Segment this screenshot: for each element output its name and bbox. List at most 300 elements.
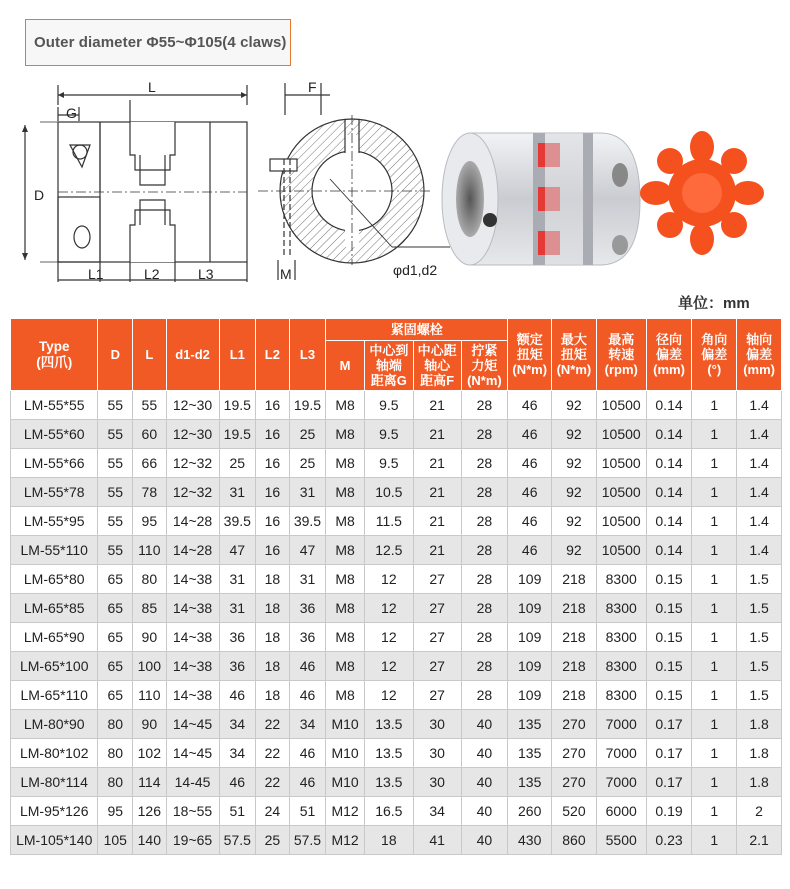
spec-cell: 1.4 — [737, 420, 782, 449]
header-radial-line1: 径向 — [656, 332, 683, 347]
spec-cell: 1 — [692, 536, 737, 565]
page-title: Outer diameter Φ55~Φ105(4 claws) — [34, 34, 287, 51]
spec-cell: 0.15 — [646, 652, 692, 681]
spec-cell: 16 — [256, 478, 290, 507]
header-axial-line1: 轴向 — [746, 332, 773, 347]
spec-cell: 31 — [219, 478, 256, 507]
spec-cell: 1 — [692, 507, 737, 536]
spec-cell: M8 — [326, 623, 365, 652]
spec-table-body — [11, 391, 782, 855]
spec-cell: 218 — [552, 623, 597, 652]
spec-cell: 55 — [98, 420, 133, 449]
spec-cell: 0.14 — [646, 420, 692, 449]
spec-cell: 270 — [552, 710, 597, 739]
model-cell: LM-55*60 — [11, 420, 98, 449]
spec-cell: 109 — [508, 565, 552, 594]
spec-cell: 10500 — [596, 478, 646, 507]
dim-label-L3: L3 — [198, 266, 214, 282]
spec-cell: 12~30 — [166, 391, 219, 420]
spec-cell: 47 — [289, 536, 326, 565]
spec-cell: 51 — [219, 797, 256, 826]
spec-cell: M8 — [326, 420, 365, 449]
spec-cell: 0.14 — [646, 536, 692, 565]
header-type-line1: Type — [38, 338, 70, 354]
table-row — [11, 739, 782, 768]
spec-cell: 0.17 — [646, 710, 692, 739]
spec-cell: 14~28 — [166, 507, 219, 536]
spec-cell: 55 — [98, 449, 133, 478]
spec-cell: 105 — [98, 826, 133, 855]
spec-cell: 12 — [364, 652, 413, 681]
dim-label-L1: L1 — [88, 266, 104, 282]
spec-cell: 55 — [98, 478, 133, 507]
spec-cell: 90 — [133, 710, 167, 739]
spec-cell: 55 — [98, 391, 133, 420]
spec-cell: 46 — [289, 739, 326, 768]
spec-cell: 14~45 — [166, 739, 219, 768]
spec-cell: 7000 — [596, 739, 646, 768]
spec-cell: 260 — [508, 797, 552, 826]
header-speed-line3: (rpm) — [604, 362, 638, 377]
spec-cell: 19~65 — [166, 826, 219, 855]
spec-cell: 0.14 — [646, 391, 692, 420]
header-rated-line1: 额定 — [516, 332, 543, 347]
spec-cell: M10 — [326, 739, 365, 768]
spec-cell: M10 — [326, 768, 365, 797]
spec-cell: M8 — [326, 594, 365, 623]
spec-cell: M8 — [326, 652, 365, 681]
spec-cell: 0.19 — [646, 797, 692, 826]
header-radial — [646, 319, 692, 391]
spec-cell: 46 — [508, 507, 552, 536]
spec-cell: 31 — [219, 594, 256, 623]
header-speed — [596, 319, 646, 391]
table-row — [11, 768, 782, 797]
table-row — [11, 449, 782, 478]
spec-cell: 8300 — [596, 681, 646, 710]
header-screw-group: 紧固螺栓 — [326, 319, 508, 341]
spec-cell: 1 — [692, 681, 737, 710]
table-row — [11, 594, 782, 623]
spec-cell: 28 — [461, 652, 508, 681]
spec-cell: 36 — [289, 594, 326, 623]
spec-cell: 14~45 — [166, 710, 219, 739]
spec-cell: 46 — [508, 478, 552, 507]
spec-cell: 8300 — [596, 594, 646, 623]
table-row — [11, 536, 782, 565]
header-F — [413, 341, 461, 391]
spec-cell: M8 — [326, 565, 365, 594]
spec-cell: 12 — [364, 565, 413, 594]
spec-cell: 860 — [552, 826, 597, 855]
spec-cell: 13.5 — [364, 739, 413, 768]
spec-cell: 10.5 — [364, 478, 413, 507]
spec-cell: 16 — [256, 420, 290, 449]
spec-cell: 9.5 — [364, 391, 413, 420]
model-cell: LM-65*85 — [11, 594, 98, 623]
header-F-line1: 中心距 — [417, 343, 457, 358]
spec-cell: M10 — [326, 710, 365, 739]
spec-cell: 18 — [256, 623, 290, 652]
spec-cell: 95 — [98, 797, 133, 826]
spec-cell: 1.4 — [737, 507, 782, 536]
spec-cell: 11.5 — [364, 507, 413, 536]
header-L: L — [133, 319, 167, 391]
header-type — [11, 319, 98, 391]
spec-cell: 102 — [133, 739, 167, 768]
spec-cell: 57.5 — [289, 826, 326, 855]
header-max-line3: (N*m) — [556, 362, 592, 377]
header-speed-line1: 最高 — [608, 332, 635, 347]
header-rated-torque — [508, 319, 552, 391]
spec-cell: 30 — [413, 768, 461, 797]
spec-cell: 34 — [219, 710, 256, 739]
header-max-line1: 最大 — [560, 332, 587, 347]
spec-cell: 12~32 — [166, 449, 219, 478]
spec-cell: 109 — [508, 652, 552, 681]
spec-cell: 46 — [508, 391, 552, 420]
spec-cell: 1 — [692, 391, 737, 420]
spec-cell: 46 — [289, 768, 326, 797]
model-cell: LM-55*66 — [11, 449, 98, 478]
spec-cell: M8 — [326, 478, 365, 507]
spec-cell: 27 — [413, 565, 461, 594]
spec-cell: 520 — [552, 797, 597, 826]
dim-label-F: F — [308, 79, 317, 95]
spec-cell: 65 — [98, 594, 133, 623]
spec-cell: 92 — [552, 449, 597, 478]
coupling-product-image — [442, 133, 640, 265]
spec-cell: 36 — [289, 623, 326, 652]
spec-cell: 12 — [364, 594, 413, 623]
spec-cell: 24 — [256, 797, 290, 826]
header-radial-line3: (mm) — [653, 362, 685, 377]
spec-cell: 1.8 — [737, 739, 782, 768]
header-G — [364, 341, 413, 391]
spec-cell: 22 — [256, 710, 290, 739]
spec-cell: 7000 — [596, 710, 646, 739]
spec-cell: 1.5 — [737, 652, 782, 681]
header-axial-line2: 偏差 — [746, 347, 773, 362]
spec-cell: 46 — [508, 449, 552, 478]
model-cell: LM-55*110 — [11, 536, 98, 565]
header-F-line3: 距高F — [420, 373, 455, 388]
title-box — [25, 19, 291, 66]
spec-cell: 65 — [98, 565, 133, 594]
spec-cell: 1 — [692, 768, 737, 797]
spec-cell: 46 — [289, 681, 326, 710]
spec-cell: 18~55 — [166, 797, 219, 826]
spec-cell: 10500 — [596, 391, 646, 420]
spec-cell: 25 — [289, 420, 326, 449]
dim-label-L2: L2 — [144, 266, 160, 282]
dim-label-G: G — [66, 105, 77, 121]
spec-cell: 34 — [219, 739, 256, 768]
spec-cell: 1 — [692, 420, 737, 449]
spec-cell: 41 — [413, 826, 461, 855]
spec-cell: M12 — [326, 826, 365, 855]
spec-cell: 114 — [133, 768, 167, 797]
spec-cell: 25 — [256, 826, 290, 855]
spec-cell: 0.23 — [646, 826, 692, 855]
spec-cell: 0.17 — [646, 739, 692, 768]
table-row — [11, 391, 782, 420]
spec-cell: 27 — [413, 652, 461, 681]
header-max-torque — [552, 319, 597, 391]
header-rated-line2: 扭矩 — [516, 347, 543, 362]
model-cell: LM-65*80 — [11, 565, 98, 594]
spec-cell: 0.15 — [646, 623, 692, 652]
spec-cell: 10500 — [596, 507, 646, 536]
spec-cell: M8 — [326, 449, 365, 478]
spec-cell: 40 — [461, 739, 508, 768]
header-angular-line1: 角向 — [701, 332, 728, 347]
spec-cell: 1.4 — [737, 391, 782, 420]
spec-cell: 19.5 — [219, 391, 256, 420]
unit-label: 单位：mm — [678, 295, 750, 312]
spec-cell: 80 — [98, 710, 133, 739]
header-angular-line2: 偏差 — [701, 347, 728, 362]
spec-cell: 18 — [256, 565, 290, 594]
spec-cell: 1.5 — [737, 623, 782, 652]
table-row — [11, 623, 782, 652]
model-cell: LM-80*90 — [11, 710, 98, 739]
spec-cell: 57.5 — [219, 826, 256, 855]
spec-cell: 85 — [133, 594, 167, 623]
header-torque — [461, 341, 508, 391]
spec-cell: 12 — [364, 681, 413, 710]
spec-cell: 92 — [552, 507, 597, 536]
model-cell: LM-80*114 — [11, 768, 98, 797]
spec-cell: 14~38 — [166, 681, 219, 710]
spec-cell: 1 — [692, 652, 737, 681]
spec-cell: 1.5 — [737, 681, 782, 710]
spec-cell: 1 — [692, 739, 737, 768]
header-d1d2: d1-d2 — [166, 319, 219, 391]
spec-cell: 1 — [692, 449, 737, 478]
spec-cell: 1 — [692, 623, 737, 652]
spec-cell: 1 — [692, 826, 737, 855]
spec-cell: 110 — [133, 681, 167, 710]
header-torque-line2: 力矩 — [471, 358, 498, 373]
spec-cell: 270 — [552, 739, 597, 768]
spec-cell: 109 — [508, 594, 552, 623]
spec-cell: 218 — [552, 594, 597, 623]
header-L3: L3 — [289, 319, 326, 391]
spec-cell: 109 — [508, 681, 552, 710]
spec-cell: 18 — [364, 826, 413, 855]
spec-cell: 65 — [98, 681, 133, 710]
spec-cell: 14~38 — [166, 565, 219, 594]
spec-cell: 14-45 — [166, 768, 219, 797]
spec-cell: 40 — [461, 826, 508, 855]
end-view-drawing — [258, 83, 450, 280]
header-axial-line3: (mm) — [743, 362, 775, 377]
spec-cell: 28 — [461, 478, 508, 507]
header-D: D — [98, 319, 133, 391]
spec-cell: 14~38 — [166, 594, 219, 623]
spec-cell: 10500 — [596, 536, 646, 565]
spec-cell: 0.14 — [646, 507, 692, 536]
side-view-drawing — [22, 85, 247, 282]
spec-cell: 140 — [133, 826, 167, 855]
header-torque-line1: 拧紧 — [471, 343, 498, 358]
spec-cell: 1 — [692, 797, 737, 826]
spec-cell: 12 — [364, 623, 413, 652]
header-F-line2: 轴心 — [424, 358, 451, 373]
spec-cell: 218 — [552, 565, 597, 594]
spec-cell: 12~30 — [166, 420, 219, 449]
spec-cell: 95 — [133, 507, 167, 536]
spec-cell: 1.5 — [737, 594, 782, 623]
spec-cell: 31 — [289, 478, 326, 507]
spec-cell: 28 — [461, 623, 508, 652]
spec-cell: 19.5 — [219, 420, 256, 449]
header-M: M — [326, 341, 365, 391]
spec-cell: M8 — [326, 681, 365, 710]
header-radial-line2: 偏差 — [656, 347, 683, 362]
spec-cell: 28 — [461, 565, 508, 594]
spec-cell: 1.4 — [737, 449, 782, 478]
spec-cell: 1.8 — [737, 768, 782, 797]
spec-cell: 135 — [508, 710, 552, 739]
spec-cell: 30 — [413, 739, 461, 768]
model-cell: LM-55*95 — [11, 507, 98, 536]
table-row — [11, 420, 782, 449]
spec-cell: 40 — [461, 710, 508, 739]
header-angular — [692, 319, 737, 391]
spec-cell: 13.5 — [364, 710, 413, 739]
spec-cell: 2 — [737, 797, 782, 826]
header-G-line1: 中心到 — [369, 343, 409, 358]
spec-cell: 25 — [219, 449, 256, 478]
spec-cell: 80 — [98, 739, 133, 768]
spec-cell: 8300 — [596, 623, 646, 652]
spec-cell: 1 — [692, 710, 737, 739]
spec-cell: 92 — [552, 391, 597, 420]
spec-cell: 14~28 — [166, 536, 219, 565]
spec-cell: 1.4 — [737, 536, 782, 565]
spec-cell: 92 — [552, 420, 597, 449]
table-row — [11, 681, 782, 710]
spec-cell: M8 — [326, 536, 365, 565]
spec-cell: 65 — [98, 652, 133, 681]
spec-cell: 28 — [461, 594, 508, 623]
spec-cell: 21 — [413, 391, 461, 420]
table-row — [11, 565, 782, 594]
header-type-line2: (四爪) — [36, 354, 73, 370]
spec-cell: 80 — [133, 565, 167, 594]
spec-cell: 9.5 — [364, 420, 413, 449]
spec-cell: 46 — [508, 536, 552, 565]
spec-cell: 28 — [461, 420, 508, 449]
table-row — [11, 652, 782, 681]
spec-cell: 16 — [256, 391, 290, 420]
spec-cell: 39.5 — [289, 507, 326, 536]
spec-cell: 100 — [133, 652, 167, 681]
dim-label-D: D — [34, 187, 45, 203]
spec-cell: 8300 — [596, 652, 646, 681]
spec-cell: 14~38 — [166, 652, 219, 681]
spec-cell: 2.1 — [737, 826, 782, 855]
spec-cell: 0.15 — [646, 594, 692, 623]
spec-cell: 92 — [552, 478, 597, 507]
spec-cell: 10500 — [596, 449, 646, 478]
spec-cell: 0.14 — [646, 478, 692, 507]
spec-cell: 1.8 — [737, 710, 782, 739]
spec-cell: 16 — [256, 536, 290, 565]
model-cell: LM-80*102 — [11, 739, 98, 768]
spec-cell: 28 — [461, 391, 508, 420]
spec-cell: 27 — [413, 681, 461, 710]
model-cell: LM-95*126 — [11, 797, 98, 826]
spec-cell: 109 — [508, 623, 552, 652]
spec-cell: 18 — [256, 681, 290, 710]
spec-cell: 13.5 — [364, 768, 413, 797]
spec-cell: 16 — [256, 449, 290, 478]
header-torque-line3: (N*m) — [467, 373, 502, 388]
spec-cell: 46 — [219, 681, 256, 710]
spec-cell: 40 — [461, 797, 508, 826]
spec-cell: 21 — [413, 420, 461, 449]
spec-cell: 78 — [133, 478, 167, 507]
spec-cell: 22 — [256, 739, 290, 768]
header-rated-line3: (N*m) — [512, 362, 548, 377]
spec-cell: 218 — [552, 681, 597, 710]
table-row — [11, 826, 782, 855]
spec-cell: 27 — [413, 623, 461, 652]
spec-cell: 12.5 — [364, 536, 413, 565]
spec-table — [10, 318, 782, 855]
spec-cell: 28 — [461, 449, 508, 478]
spec-cell: 135 — [508, 768, 552, 797]
spec-cell: 34 — [289, 710, 326, 739]
side-view-labels — [34, 79, 214, 282]
spec-cell: 55 — [98, 536, 133, 565]
model-cell: LM-65*90 — [11, 623, 98, 652]
spec-cell: 21 — [413, 536, 461, 565]
spec-cell: 27 — [413, 594, 461, 623]
header-G-line3: 距离G — [370, 373, 407, 388]
header-G-line2: 轴端 — [375, 358, 402, 373]
spec-cell: 14~38 — [166, 623, 219, 652]
spec-cell: 51 — [289, 797, 326, 826]
spec-cell: 21 — [413, 507, 461, 536]
spec-cell: 0.14 — [646, 449, 692, 478]
spec-cell: 31 — [289, 565, 326, 594]
spec-cell: 47 — [219, 536, 256, 565]
spec-cell: 5500 — [596, 826, 646, 855]
spec-cell: 126 — [133, 797, 167, 826]
spec-cell: 12~32 — [166, 478, 219, 507]
spec-cell: 8300 — [596, 565, 646, 594]
spec-cell: 0.15 — [646, 681, 692, 710]
spec-cell: M8 — [326, 391, 365, 420]
spec-cell: 28 — [461, 507, 508, 536]
spec-cell: 19.5 — [289, 391, 326, 420]
spec-cell: 92 — [552, 536, 597, 565]
spec-cell: 55 — [133, 391, 167, 420]
spec-cell: 1.5 — [737, 565, 782, 594]
spec-cell: 135 — [508, 739, 552, 768]
header-L1: L1 — [219, 319, 256, 391]
spec-cell: 16.5 — [364, 797, 413, 826]
table-row — [11, 478, 782, 507]
spec-cell: 0.15 — [646, 565, 692, 594]
dim-label-L: L — [148, 79, 156, 95]
spec-cell: 9.5 — [364, 449, 413, 478]
model-cell: LM-55*55 — [11, 391, 98, 420]
